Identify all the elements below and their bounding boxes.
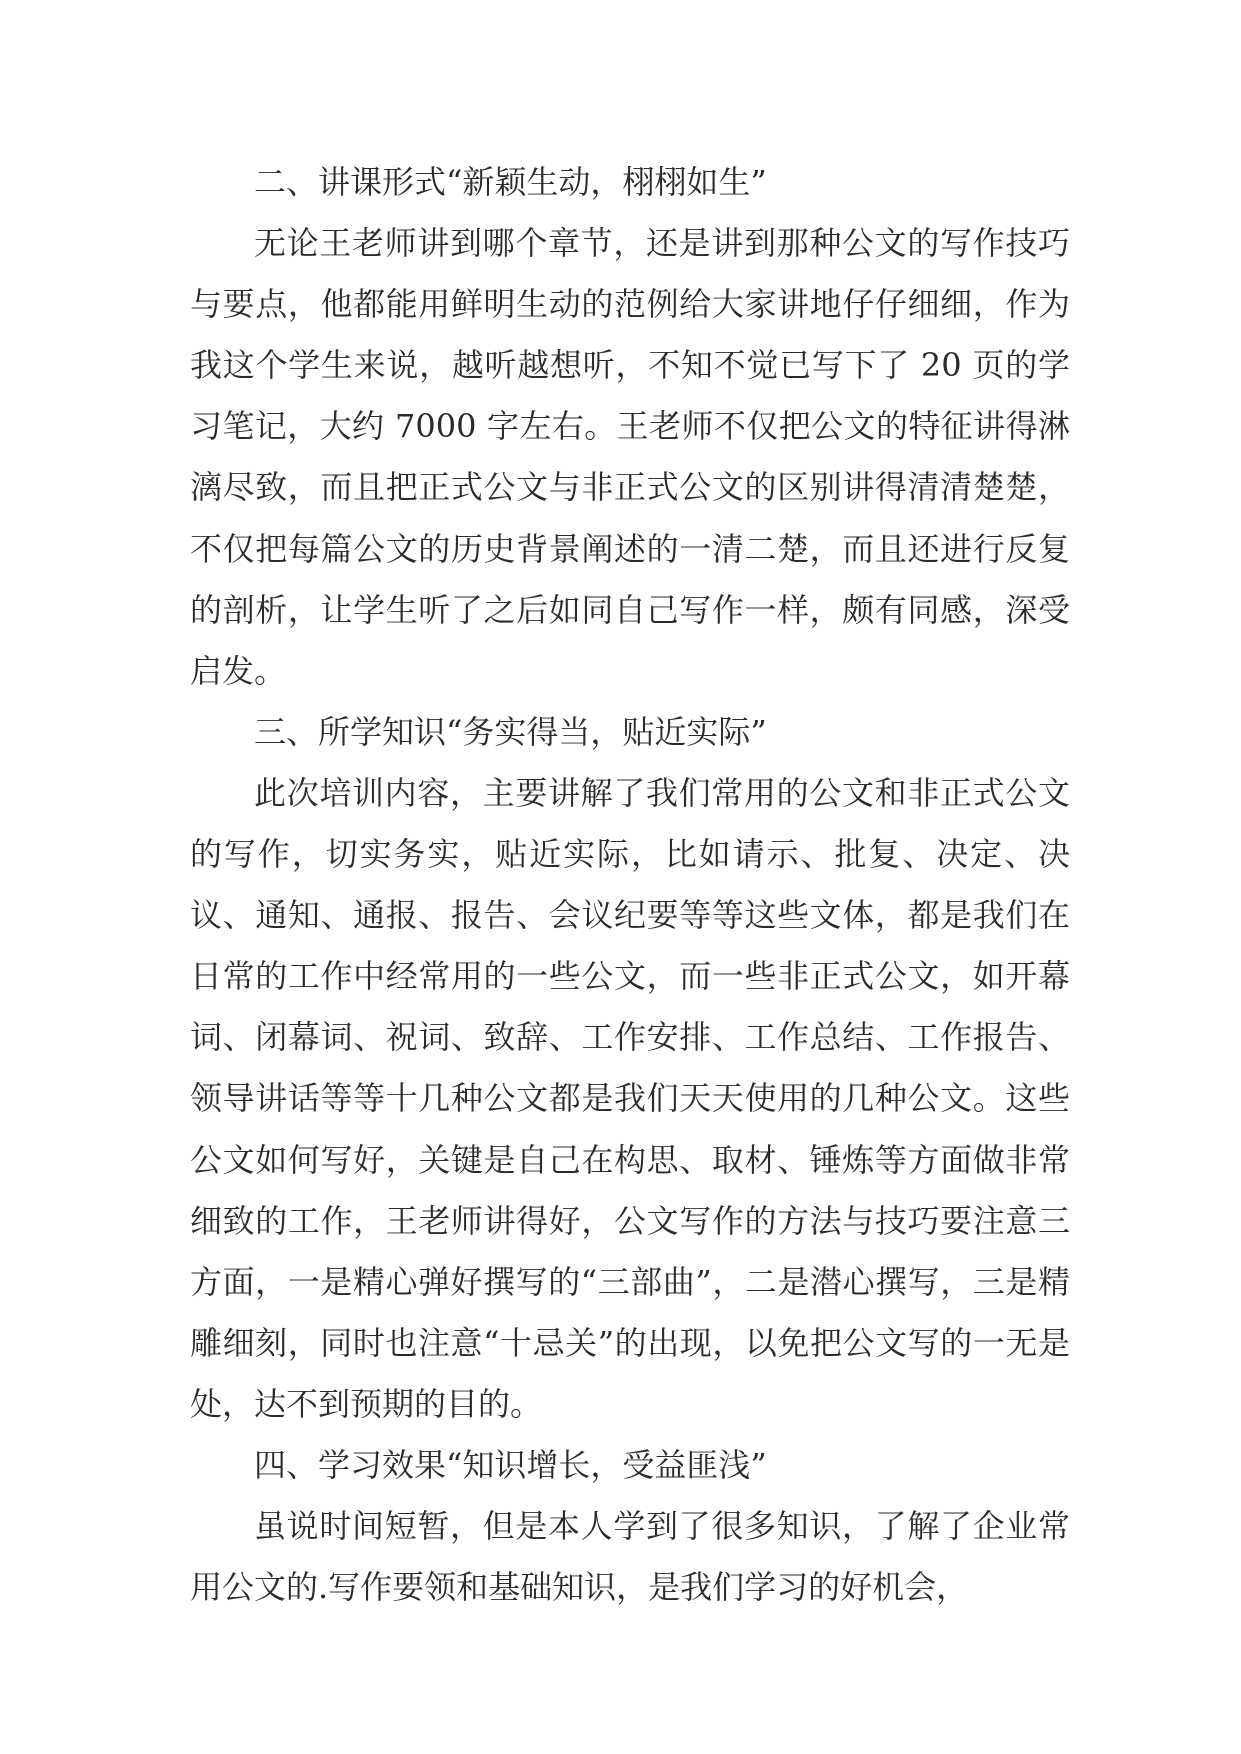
section-heading-2: 二、讲课形式“新颖生动，栩栩如生”	[254, 163, 767, 201]
paragraph-teaching-style: 无论王老师讲到哪个章节，还是讲到那种公文的写作技巧与要点，他都能用鲜明生动的范例给大家讲地仔仔细细，作为我这个学生来说，越听越想听，不知不觉已写下了 20 页的学习笔记，大约 7000 字左右。王老师不仅把公文的特征讲得淋漓尽致，而且把正式公文与非正式公文的区别讲得清清楚楚，不仅把每篇公文的历史背景阐述的一清二楚，而且还进行反复的剖析，让学生听了之后如同自己写作一样，颇有同感，深受启发。	[190, 224, 1070, 690]
paragraph-training-content: 此次培训内容，主要讲解了我们常用的公文和非正式公文的写作，切实务实，贴近实际，比如请示、批复、决定、决议、通知、通报、报告、会议纪要等等这些文体，都是我们在日常的工作中经常用的一些公文，而一些非正式公文，如开幕词、闭幕词、祝词、致辞、工作安排、工作总结、工作报告、领导讲话等等十几种公文都是我们天天使用的几种公文。这些公文如何写好，关键是自己在构思、取材、锤炼等方面做非常细致的工作，王老师讲得好，公文写作的方法与技巧要注意三方面，一是精心弹好撰写的“三部曲”，二是潜心撰写，三是精雕细刻，同时也注意“十忌关”的出现，以免把公文写的一无是处，达不到预期的目的。	[190, 773, 1070, 1423]
document-body	[190, 152, 1070, 1618]
section-heading-4: 四、学习效果“知识增长，受益匪浅”	[254, 1445, 767, 1484]
section-heading-3: 三、所学知识“务实得当，贴近实际”	[254, 712, 767, 751]
paragraph-learning-effect: 虽说时间短暂，但是本人学到了很多知识，了解了企业常用公文的.写作要领和基础知识，是我们学习的好机会，	[190, 1507, 1070, 1607]
